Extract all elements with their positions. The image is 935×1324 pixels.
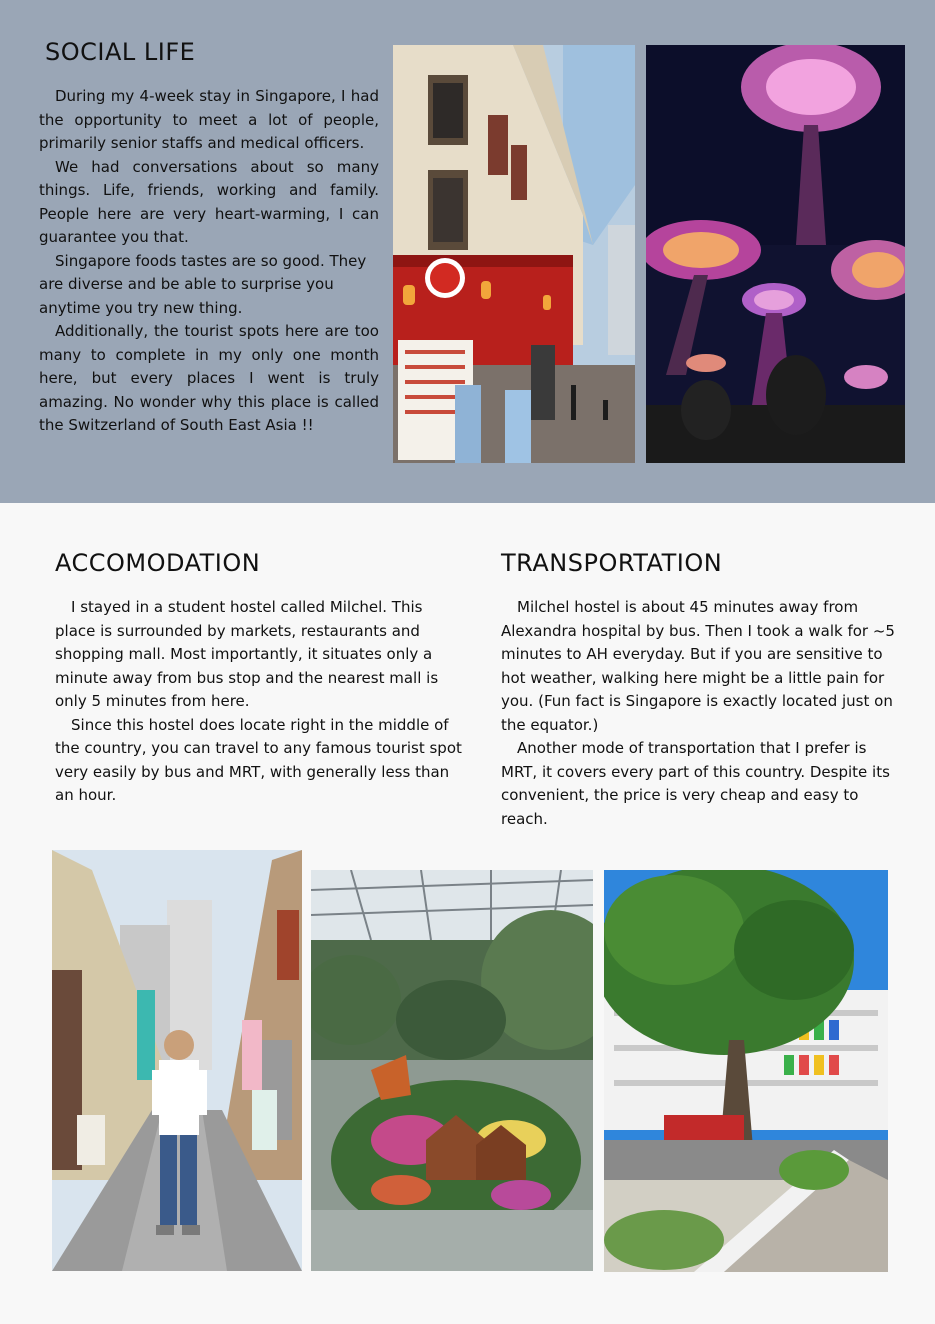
accomodation-text bbox=[55, 596, 465, 808]
social-life-text bbox=[39, 85, 379, 438]
haji-lane-photo bbox=[52, 850, 302, 1271]
social-life-paragraph-2: We had conversations about so many things. Life, friends, working and family. People here are very heart-warming, I can guarantee you that. bbox=[39, 157, 379, 246]
transportation-text bbox=[501, 596, 906, 831]
supertree-grove-photo bbox=[646, 45, 905, 463]
flower-dome-photo bbox=[311, 870, 593, 1271]
social-life-paragraph-3: Singapore foods tastes are so good. They are diverse and be able to surprise you anytime you try new thing. bbox=[39, 251, 367, 317]
transportation-title: TRANSPORTATION bbox=[501, 549, 723, 577]
transportation-paragraph-1: Milchel hostel is about 45 minutes away from Alexandra hospital by bus. Then I took a walk for ~5 minutes to AH everyday. But if you are sensitive to hot weather, walking here might be a little pain for you. (Fun fact is Singapore is exactly located just on the equator.) bbox=[501, 598, 895, 734]
social-life-paragraph-1: During my 4-week stay in Singapore, I had the opportunity to meet a lot of people, primarily senior staffs and medical officers. bbox=[39, 87, 379, 152]
chinatown-street-photo bbox=[393, 45, 635, 463]
social-life-title: SOCIAL LIFE bbox=[45, 38, 196, 66]
accomodation-paragraph-1: I stayed in a student hostel called Milchel. This place is surrounded by markets, restaurants and shopping mall. Most importantly, it situates only a minute away from bus stop and the nearest mall is only 5 minutes from here. bbox=[55, 598, 439, 710]
transportation-paragraph-2: Another mode of transportation that I prefer is MRT, it covers every part of this country. Despite its convenient, the price is very cheap and easy to reach. bbox=[501, 739, 890, 828]
accomodation-paragraph-2: Since this hostel does locate right in the middle of the country, you can travel to any famous tourist spot very easily by bus and MRT, with generally less than an hour. bbox=[55, 715, 462, 804]
accomodation-title: ACCOMODATION bbox=[55, 549, 261, 577]
social-life-paragraph-4: Additionally, the tourist spots here are too many to complete in my only one month here, but every places I went is truly amazing. No wonder why this place is called the Switzerland of South East Asia !! bbox=[39, 322, 379, 434]
riverside-building-photo bbox=[604, 870, 888, 1272]
